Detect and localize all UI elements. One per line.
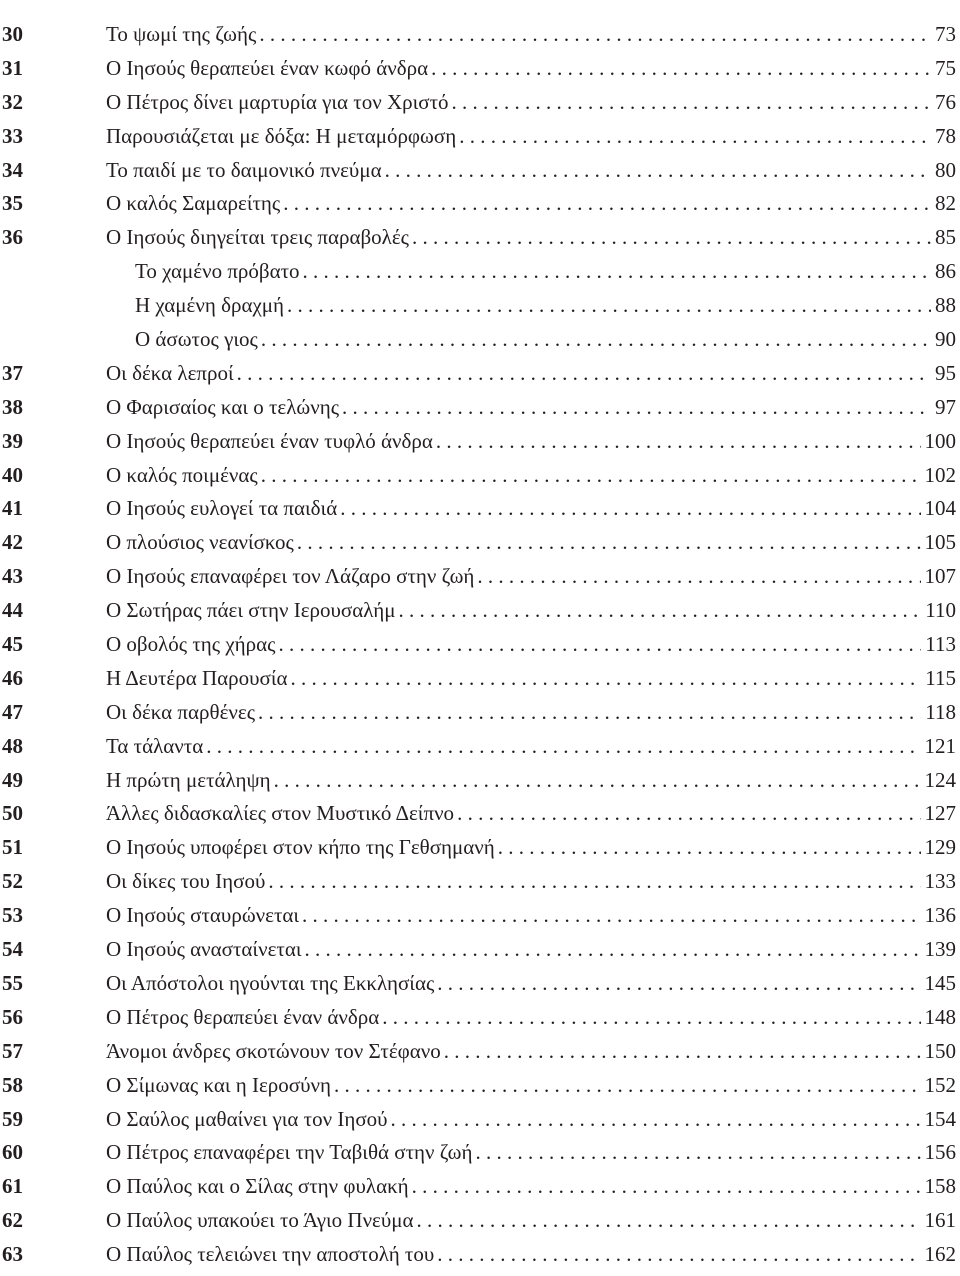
page-number: 156 bbox=[921, 1140, 960, 1165]
page-number: 127 bbox=[921, 801, 960, 826]
toc-entry bbox=[0, 801, 960, 835]
chapter-title: Ο οβολός της χήρας bbox=[106, 632, 275, 657]
chapter-number: 39 bbox=[0, 429, 106, 454]
chapter-title: Ο Ιησούς ευλογεί τα παιδιά bbox=[106, 496, 337, 521]
dot-leader bbox=[339, 395, 931, 420]
toc-entry bbox=[0, 361, 960, 395]
page-number: 139 bbox=[921, 937, 960, 962]
dot-leader bbox=[331, 1073, 921, 1098]
table-of-contents bbox=[0, 22, 960, 1276]
chapter-number: 49 bbox=[0, 768, 106, 793]
page-number: 90 bbox=[931, 327, 960, 352]
dot-leader bbox=[294, 530, 921, 555]
chapter-title: Άνομοι άνδρες σκοτώνουν τον Στέφανο bbox=[106, 1039, 441, 1064]
dot-leader bbox=[256, 22, 931, 47]
dot-leader bbox=[409, 1174, 921, 1199]
toc-entry bbox=[0, 734, 960, 768]
page-number: 100 bbox=[921, 429, 960, 454]
dot-leader bbox=[449, 90, 931, 115]
dot-leader bbox=[234, 361, 931, 386]
page-number: 110 bbox=[921, 598, 960, 623]
toc-entry bbox=[0, 124, 960, 158]
toc-entry bbox=[0, 1174, 960, 1208]
toc-entry bbox=[0, 56, 960, 90]
toc-entry bbox=[0, 429, 960, 463]
toc-entry bbox=[0, 22, 960, 56]
dot-leader bbox=[258, 327, 931, 352]
chapter-title: Ο άσωτος γιος bbox=[106, 327, 258, 352]
page-number: 104 bbox=[921, 496, 960, 521]
chapter-number: 45 bbox=[0, 632, 106, 657]
page-number: 82 bbox=[931, 191, 960, 216]
chapter-title: Ο Παύλος και ο Σίλας στην φυλακή bbox=[106, 1174, 409, 1199]
toc-entry bbox=[0, 632, 960, 666]
dot-leader bbox=[382, 158, 931, 183]
toc-entry bbox=[0, 564, 960, 598]
chapter-number: 36 bbox=[0, 225, 106, 250]
dot-leader bbox=[433, 429, 921, 454]
dot-leader bbox=[434, 971, 920, 996]
page-number: 75 bbox=[931, 56, 960, 81]
page-number: 154 bbox=[921, 1107, 960, 1132]
chapter-number: 56 bbox=[0, 1005, 106, 1030]
toc-entry bbox=[0, 1208, 960, 1242]
page-number: 76 bbox=[931, 90, 960, 115]
chapter-number: 61 bbox=[0, 1174, 106, 1199]
toc-entry bbox=[0, 869, 960, 903]
page-number: 158 bbox=[921, 1174, 960, 1199]
chapter-title: Οι δέκα παρθένες bbox=[106, 700, 255, 725]
chapter-number: 50 bbox=[0, 801, 106, 826]
chapter-title: Ο Σωτήρας πάει στην Ιερουσαλήμ bbox=[106, 598, 396, 623]
dot-leader bbox=[284, 293, 931, 318]
toc-entry bbox=[0, 1242, 960, 1276]
chapter-title: Η χαμένη δραχμή bbox=[106, 293, 284, 318]
dot-leader bbox=[434, 1242, 920, 1267]
chapter-number: 41 bbox=[0, 496, 106, 521]
toc-entry bbox=[0, 835, 960, 869]
toc-entry bbox=[0, 225, 960, 259]
chapter-title: Ο Σίμωνας και η Ιεροσύνη bbox=[106, 1073, 331, 1098]
dot-leader bbox=[396, 598, 922, 623]
page-number: 85 bbox=[931, 225, 960, 250]
page-number: 95 bbox=[931, 361, 960, 386]
dot-leader bbox=[203, 734, 920, 759]
chapter-number: 51 bbox=[0, 835, 106, 860]
page-number: 148 bbox=[921, 1005, 960, 1030]
chapter-title: Ο Παύλος τελειώνει την αποστολή του bbox=[106, 1242, 434, 1267]
chapter-number: 38 bbox=[0, 395, 106, 420]
page-number: 161 bbox=[921, 1208, 960, 1233]
page-number: 150 bbox=[921, 1039, 960, 1064]
toc-subentry bbox=[0, 327, 960, 361]
chapter-number: 59 bbox=[0, 1107, 106, 1132]
chapter-number: 62 bbox=[0, 1208, 106, 1233]
dot-leader bbox=[299, 903, 920, 928]
page-number: 121 bbox=[921, 734, 960, 759]
toc-entry bbox=[0, 903, 960, 937]
page-number: 73 bbox=[931, 22, 960, 47]
toc-entry bbox=[0, 191, 960, 225]
page-number: 88 bbox=[931, 293, 960, 318]
dot-leader bbox=[473, 1140, 921, 1165]
toc-entry bbox=[0, 395, 960, 429]
toc-entry bbox=[0, 1005, 960, 1039]
chapter-title: Ο Πέτρος δίνει μαρτυρία για τον Χριστό bbox=[106, 90, 449, 115]
chapter-number: 47 bbox=[0, 700, 106, 725]
chapter-title: Ο Πέτρος επαναφέρει την Ταβιθά στην ζωή bbox=[106, 1140, 473, 1165]
page-number: 78 bbox=[931, 124, 960, 149]
page-number: 113 bbox=[921, 632, 960, 657]
chapter-number: 44 bbox=[0, 598, 106, 623]
page-number: 129 bbox=[921, 835, 960, 860]
chapter-title: Η πρώτη μετάληψη bbox=[106, 768, 271, 793]
chapter-title: Οι δέκα λεπροί bbox=[106, 361, 234, 386]
chapter-title: Ο Ιησούς θεραπεύει έναν τυφλό άνδρα bbox=[106, 429, 433, 454]
chapter-number: 55 bbox=[0, 971, 106, 996]
chapter-title: Το χαμένο πρόβατο bbox=[106, 259, 300, 284]
chapter-title: Η Δευτέρα Παρουσία bbox=[106, 666, 287, 691]
page-number: 145 bbox=[921, 971, 960, 996]
page-number: 136 bbox=[921, 903, 960, 928]
chapter-title: Παρουσιάζεται με δόξα: Η μεταμόρφωση bbox=[106, 124, 456, 149]
page-number: 115 bbox=[921, 666, 960, 691]
chapter-title: Ο καλός Σαμαρείτης bbox=[106, 191, 280, 216]
dot-leader bbox=[271, 768, 921, 793]
chapter-number: 46 bbox=[0, 666, 106, 691]
dot-leader bbox=[280, 191, 931, 216]
page-number: 86 bbox=[931, 259, 960, 284]
dot-leader bbox=[302, 937, 921, 962]
chapter-title: Ο Ιησούς υποφέρει στον κήπο της Γεθσημανή bbox=[106, 835, 495, 860]
toc-entry bbox=[0, 598, 960, 632]
dot-leader bbox=[428, 56, 931, 81]
dot-leader bbox=[275, 632, 921, 657]
chapter-title: Ο Φαρισαίος και ο τελώνης bbox=[106, 395, 339, 420]
dot-leader bbox=[409, 225, 931, 250]
dot-leader bbox=[265, 869, 920, 894]
toc-entry bbox=[0, 700, 960, 734]
chapter-number: 42 bbox=[0, 530, 106, 555]
chapter-number: 63 bbox=[0, 1242, 106, 1267]
chapter-number: 30 bbox=[0, 22, 106, 47]
page-number: 162 bbox=[921, 1242, 960, 1267]
dot-leader bbox=[456, 124, 931, 149]
chapter-title: Το παιδί με το δαιμονικό πνεύμα bbox=[106, 158, 382, 183]
dot-leader bbox=[255, 700, 921, 725]
page-number: 97 bbox=[931, 395, 960, 420]
toc-entry bbox=[0, 1107, 960, 1141]
toc-entry bbox=[0, 1140, 960, 1174]
dot-leader bbox=[337, 496, 920, 521]
chapter-number: 33 bbox=[0, 124, 106, 149]
chapter-number: 31 bbox=[0, 56, 106, 81]
toc-entry bbox=[0, 158, 960, 192]
dot-leader bbox=[258, 463, 921, 488]
chapter-title: Ο Ιησούς σταυρώνεται bbox=[106, 903, 299, 928]
chapter-number: 43 bbox=[0, 564, 106, 589]
page-number: 105 bbox=[921, 530, 960, 555]
chapter-number: 53 bbox=[0, 903, 106, 928]
chapter-title: Ο Ιησούς διηγείται τρεις παραβολές bbox=[106, 225, 409, 250]
toc-entry bbox=[0, 1039, 960, 1073]
dot-leader bbox=[474, 564, 920, 589]
chapter-number: 37 bbox=[0, 361, 106, 386]
page-number: 152 bbox=[921, 1073, 960, 1098]
page-number: 102 bbox=[921, 463, 960, 488]
page-number: 80 bbox=[931, 158, 960, 183]
toc-entry bbox=[0, 971, 960, 1005]
chapter-number: 60 bbox=[0, 1140, 106, 1165]
toc-entry bbox=[0, 496, 960, 530]
chapter-title: Ο Πέτρος θεραπεύει έναν άνδρα bbox=[106, 1005, 379, 1030]
chapter-number: 54 bbox=[0, 937, 106, 962]
dot-leader bbox=[454, 801, 920, 826]
dot-leader bbox=[414, 1208, 921, 1233]
chapter-number: 57 bbox=[0, 1039, 106, 1064]
toc-entry bbox=[0, 463, 960, 497]
chapter-title: Ο Ιησούς επαναφέρει τον Λάζαρο στην ζωή bbox=[106, 564, 474, 589]
chapter-title: Οι δίκες του Ιησού bbox=[106, 869, 265, 894]
chapter-title: Ο Ιησούς ανασταίνεται bbox=[106, 937, 302, 962]
page-number: 107 bbox=[921, 564, 960, 589]
chapter-title: Οι Απόστολοι ηγούνται της Εκκλησίας bbox=[106, 971, 434, 996]
chapter-number: 52 bbox=[0, 869, 106, 894]
page-number: 124 bbox=[921, 768, 960, 793]
toc-subentry bbox=[0, 259, 960, 293]
chapter-title: Ο Ιησούς θεραπεύει έναν κωφό άνδρα bbox=[106, 56, 428, 81]
chapter-number: 32 bbox=[0, 90, 106, 115]
chapter-title: Άλλες διδασκαλίες στον Μυστικό Δείπνο bbox=[106, 801, 454, 826]
dot-leader bbox=[379, 1005, 920, 1030]
toc-entry bbox=[0, 530, 960, 564]
chapter-number: 35 bbox=[0, 191, 106, 216]
dot-leader bbox=[287, 666, 921, 691]
toc-entry bbox=[0, 937, 960, 971]
chapter-title: Ο πλούσιος νεανίσκος bbox=[106, 530, 294, 555]
chapter-title: Τα τάλαντα bbox=[106, 734, 203, 759]
dot-leader bbox=[388, 1107, 921, 1132]
chapter-title: Ο Παύλος υπακούει το Άγιο Πνεύμα bbox=[106, 1208, 414, 1233]
toc-subentry bbox=[0, 293, 960, 327]
chapter-title: Το ψωμί της ζωής bbox=[106, 22, 256, 47]
toc-entry bbox=[0, 90, 960, 124]
chapter-title: Ο καλός ποιμένας bbox=[106, 463, 258, 488]
toc-entry bbox=[0, 1073, 960, 1107]
chapter-number: 48 bbox=[0, 734, 106, 759]
dot-leader bbox=[300, 259, 931, 284]
chapter-title: Ο Σαύλος μαθαίνει για τον Ιησού bbox=[106, 1107, 388, 1132]
page-number: 118 bbox=[921, 700, 960, 725]
chapter-number: 58 bbox=[0, 1073, 106, 1098]
chapter-number: 40 bbox=[0, 463, 106, 488]
chapter-number: 34 bbox=[0, 158, 106, 183]
page-number: 133 bbox=[921, 869, 960, 894]
toc-entry bbox=[0, 666, 960, 700]
dot-leader bbox=[495, 835, 921, 860]
toc-entry bbox=[0, 768, 960, 802]
dot-leader bbox=[441, 1039, 921, 1064]
